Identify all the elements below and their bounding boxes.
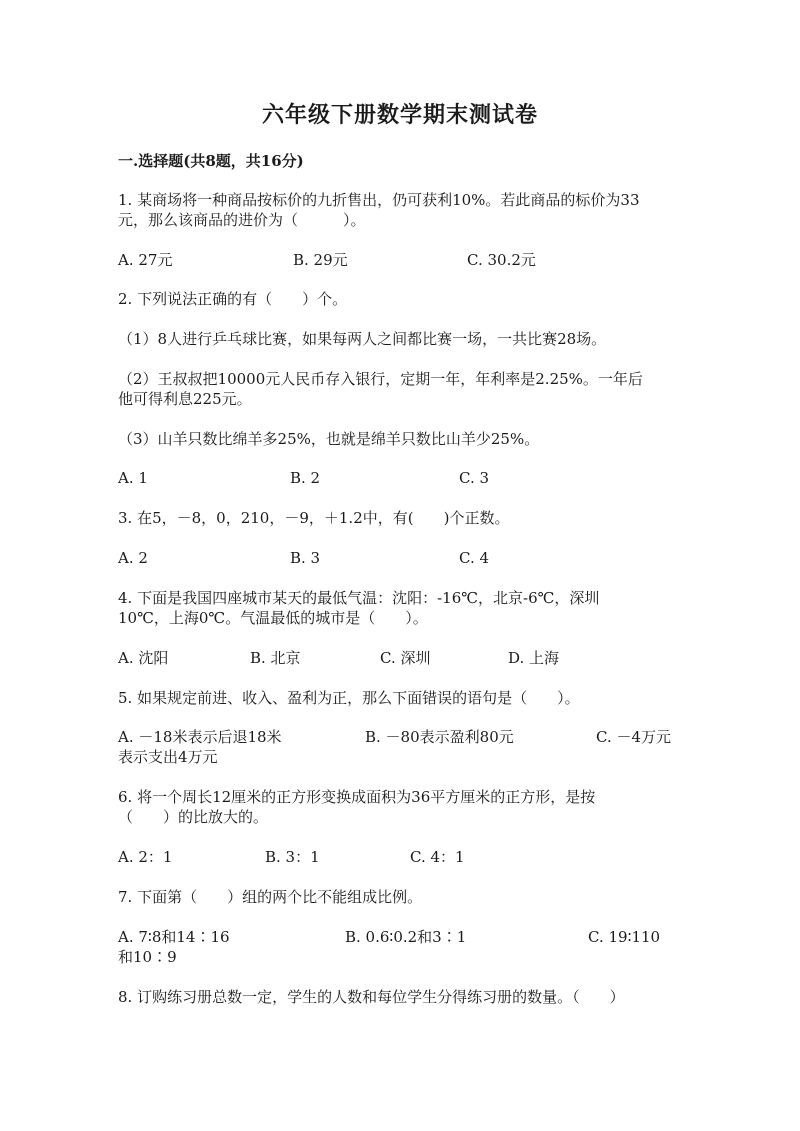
question-4-option-d: D. 上海 xyxy=(508,649,560,667)
question-2-statement-2-line-2: 他可得利息225元。 xyxy=(118,390,252,408)
question-1-line-1: 1. 某商场将一种商品按标价的九折售出，仍可获利10%。若此商品的标价为33 xyxy=(118,191,640,209)
question-6-option-a: A. 2：1 xyxy=(118,848,173,866)
question-5-option-c: C. －4万元 xyxy=(596,728,672,746)
question-6-option-b: B. 3：1 xyxy=(265,848,320,866)
question-1-option-a: A. 27元 xyxy=(118,251,173,269)
question-5-option-c-continued: 表示支出4万元 xyxy=(118,748,218,766)
question-7-option-a: A. 7∶8和14∶16 xyxy=(118,928,230,946)
question-2-option-b: B. 2 xyxy=(290,469,321,487)
question-6-line-1: 6. 将一个周长12厘米的正方形变换成面积为36平方厘米的正方形，是按 xyxy=(118,788,596,806)
section-heading: 一.选择题(共8题，共16分) xyxy=(118,152,304,170)
question-6-option-c: C. 4：1 xyxy=(410,848,465,866)
question-7-stem: 7. 下面第（ ）组的两个比不能组成比例。 xyxy=(118,888,423,906)
question-1-option-b: B. 29元 xyxy=(293,251,348,269)
question-4-line-1: 4. 下面是我国四座城市某天的最低气温：沈阳：-16℃，北京-6℃，深圳 xyxy=(118,589,600,607)
question-8-stem: 8. 订购练习册总数一定，学生的人数和每位学生分得练习册的数量。（ ） xyxy=(118,988,625,1006)
question-2-statement-2-line-1: （2）王叔叔把10000元人民币存入银行，定期一年，年利率是2.25%。一年后 xyxy=(118,370,643,388)
question-4-option-c: C. 深圳 xyxy=(380,649,431,667)
question-2-statement-1: （1）8人进行乒乓球比赛，如果每两人之间都比赛一场，一共比赛28场。 xyxy=(118,330,607,348)
question-6-line-2: （ ）的比放大的。 xyxy=(118,808,269,826)
question-5-option-b: B. －80表示盈利80元 xyxy=(365,728,514,746)
question-2-statement-3: （3）山羊只数比绵羊多25%，也就是绵羊只数比山羊少25%。 xyxy=(118,430,540,448)
question-3-stem: 3. 在5，－8，0，210，－9，＋1.2中，有( )个正数。 xyxy=(118,509,510,527)
question-3-option-a: A. 2 xyxy=(118,549,148,567)
question-7-option-b: B. 0.6∶0.2和3∶1 xyxy=(345,928,467,946)
question-4-line-2: 10℃，上海0℃。气温最低的城市是（ ）。 xyxy=(118,609,428,627)
question-7-option-c: C. 19∶110 xyxy=(588,928,661,946)
question-5-stem: 5. 如果规定前进、收入、盈利为正，那么下面错误的语句是（ ）。 xyxy=(118,689,580,707)
question-1-option-c: C. 30.2元 xyxy=(467,251,536,269)
question-5-option-a: A. －18米表示后退18米 xyxy=(118,728,282,746)
question-2-option-c: C. 3 xyxy=(459,469,490,487)
question-1-line-2: 元，那么该商品的进价为（ ）。 xyxy=(118,211,366,229)
question-7-option-c-continued: 和10∶9 xyxy=(118,948,177,966)
question-2-option-a: A. 1 xyxy=(118,469,148,487)
question-3-option-c: C. 4 xyxy=(459,549,490,567)
page-title: 六年级下册数学期末测试卷 xyxy=(261,102,538,128)
question-3-option-b: B. 3 xyxy=(290,549,321,567)
question-2-stem: 2. 下列说法正确的有（ ）个。 xyxy=(118,290,348,308)
question-4-option-a: A. 沈阳 xyxy=(118,649,169,667)
question-4-option-b: B. 北京 xyxy=(250,649,301,667)
